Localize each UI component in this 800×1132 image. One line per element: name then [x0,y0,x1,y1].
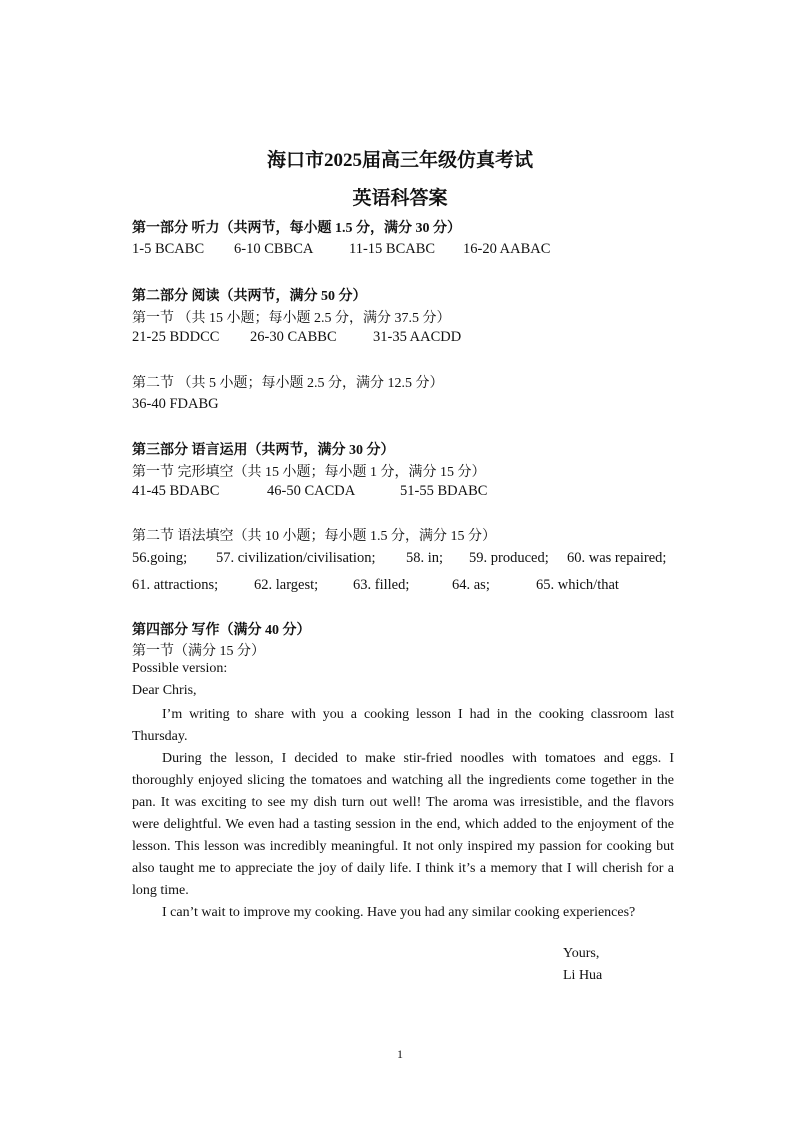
answer-group: 41-45 BDABC [132,483,220,499]
answer-group: 1-5 BCABC [132,241,205,257]
part4-sec1-heading: 第一节（满分 15 分） [132,644,265,659]
answer-group: 26-30 CABBC [250,329,337,345]
page-number: 1 [397,1047,403,1061]
grammar-answer: 63. filled; [353,577,410,593]
letter-paragraph: During the lesson, I decided to make stir-fried noodles with tomatoes and eggs. I thoroughly enjoyed slicing the tomatoes and watching all the ingredients come together in the pan. It was exciting to see my dish turn out well! The aroma was irresistible, and the flavors were delightful. We even had a tasting session in the end, which added to the enjoyment of the lesson. This lesson was incredibly meaningful. It not only inspired my passion for cooking but also taught me to appreciate the joy of daily life. I think it’s a memory that I will cherish for a long time. [132,751,674,898]
answer-group: 16-20 AABAC [463,241,551,257]
part4-heading: 第四部分 写作（满分 40 分） [132,623,311,638]
grammar-answer: 56.going; [132,550,188,566]
possible-version-label: Possible version: [132,661,228,676]
letter-body [132,704,674,924]
grammar-answer: 57. civilization/civilisation; [216,550,376,566]
letter-closing: Yours, [563,946,600,961]
part2-sec2-heading: 第二节 （共 5 小题；每小题 2.5 分，满分 12.5 分） [132,376,444,391]
grammar-answer: 60. was repaired; [567,550,667,566]
grammar-answer: 61. attractions; [132,577,219,593]
answer-group: 36-40 FDABG [132,396,219,412]
exam-title: 海口市2025届高三年级仿真考试 [266,150,533,171]
answer-group: 51-55 BDABC [400,483,488,499]
letter-paragraph: I can’t wait to improve my cooking. Have you had any similar cooking experiences? [162,905,636,920]
letter-greeting: Dear Chris, [132,683,197,698]
part3-heading: 第三部分 语言运用（共两节，满分 30 分） [132,443,395,458]
part2-heading: 第二部分 阅读（共两节，满分 50 分） [132,289,367,304]
part3-sec1-heading: 第一节 完形填空（共 15 小题；每小题 1 分，满分 15 分） [132,465,486,480]
letter-paragraph: I’m writing to share with you a cooking lesson I had in the cooking classroom last Thursday. [132,707,674,744]
answer-group: 46-50 CACDA [267,483,356,499]
answer-group: 21-25 BDDCC [132,329,220,345]
part1-heading: 第一部分 听力（共两节，每小题 1.5 分，满分 30 分） [132,221,461,236]
grammar-answer: 59. produced; [469,550,549,566]
grammar-answer: 62. largest; [254,577,319,593]
grammar-answer: 64. as; [452,577,490,593]
grammar-answer: 65. which/that [536,577,619,593]
part2-sec1-heading: 第一节 （共 15 小题；每小题 2.5 分，满分 37.5 分） [132,311,451,326]
letter-signature: Li Hua [563,968,603,983]
answer-group: 11-15 BCABC [349,241,436,257]
grammar-answer: 58. in; [406,550,444,566]
answer-group: 6-10 CBBCA [234,241,314,257]
exam-subtitle: 英语科答案 [352,188,448,209]
answer-group: 31-35 AACDD [373,329,462,345]
part3-sec2-heading: 第二节 语法填空（共 10 小题；每小题 1.5 分，满分 15 分） [132,529,496,544]
